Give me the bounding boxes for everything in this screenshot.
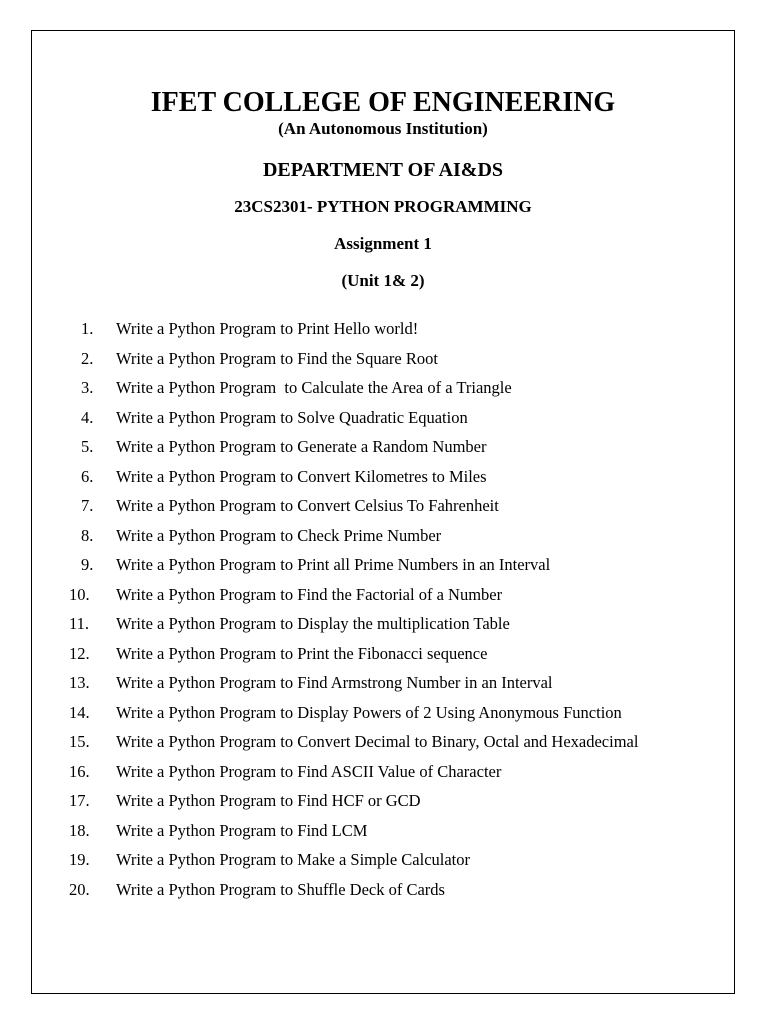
- question-item: [69, 727, 674, 757]
- question-text: Write a Python Program to Print Hello world!: [116, 319, 419, 338]
- question-text: Write a Python Program to Find the Square Root: [116, 348, 438, 368]
- question-item: [69, 816, 674, 846]
- question-number: 20.: [69, 879, 90, 899]
- question-item: [81, 462, 674, 492]
- question-number: 14.: [69, 702, 90, 722]
- unit-range: (Unit 1& 2): [341, 271, 425, 290]
- question-number: 1.: [81, 319, 94, 338]
- question-number: 11.: [69, 614, 90, 633]
- question-number: 3.: [81, 378, 94, 397]
- question-item: [81, 344, 674, 374]
- question-number: 13.: [69, 673, 90, 692]
- question-item: [81, 550, 674, 580]
- question-number: 16.: [69, 761, 90, 781]
- question-item: [69, 757, 674, 787]
- question-number: 12.: [69, 643, 90, 663]
- question-item: [69, 580, 674, 610]
- question-item: [69, 786, 674, 816]
- question-text: Write a Python Program to Check Prime Number: [116, 525, 442, 545]
- question-number: 10.: [69, 584, 90, 604]
- question-text: Write a Python Program to Calculate the Area of a Triangle: [116, 378, 512, 397]
- question-number: 15.: [69, 732, 90, 751]
- question-text: Write a Python Program to Find ASCII Value of Character: [116, 761, 502, 781]
- question-number: 17.: [69, 791, 90, 810]
- institution-subtitle: (An Autonomous Institution): [278, 119, 488, 138]
- question-item: [81, 521, 674, 551]
- question-text: Write a Python Program to Print the Fibonacci sequence: [116, 643, 488, 663]
- question-number: 2.: [81, 348, 94, 368]
- question-text: Write a Python Program to Convert Celsius To Fahrenheit: [116, 496, 499, 515]
- question-item: [81, 432, 674, 462]
- question-item: [69, 609, 674, 639]
- question-number: 4.: [81, 407, 94, 427]
- question-item: [81, 314, 674, 344]
- question-item: [81, 491, 674, 521]
- question-text: Write a Python Program to Print all Prime Numbers in an Interval: [116, 555, 551, 574]
- question-text: Write a Python Program to Convert Decimal to Binary, Octal and Hexadecimal: [116, 732, 639, 751]
- question-text: Write a Python Program to Convert Kilometres to Miles: [116, 466, 487, 486]
- question-item: [69, 875, 674, 905]
- question-text: Write a Python Program to Find LCM: [116, 820, 368, 840]
- question-item: [69, 639, 674, 669]
- course-title: 23CS2301- PYTHON PROGRAMMING: [234, 197, 532, 216]
- question-text: Write a Python Program to Make a Simple Calculator: [116, 850, 471, 869]
- college-name: IFET COLLEGE OF ENGINEERING: [150, 87, 616, 118]
- assignment-title: Assignment 1: [334, 234, 432, 253]
- question-number: 8.: [81, 525, 94, 545]
- question-text: Write a Python Program to Shuffle Deck of Cards: [116, 879, 445, 899]
- question-item: [69, 698, 674, 728]
- question-list: [69, 314, 674, 904]
- question-text: Write a Python Program to Find the Factorial of a Number: [116, 584, 503, 604]
- question-text: Write a Python Program to Find Armstrong Number in an Interval: [116, 673, 553, 692]
- question-text: Write a Python Program to Display Powers of 2 Using Anonymous Function: [116, 702, 622, 722]
- question-number: 19.: [69, 850, 90, 869]
- question-number: 6.: [81, 466, 94, 486]
- question-item: [69, 668, 674, 698]
- question-number: 9.: [81, 555, 94, 574]
- question-number: 7.: [81, 496, 94, 515]
- question-text: Write a Python Program to Generate a Random Number: [116, 437, 487, 456]
- department-title: DEPARTMENT OF AI&DS: [262, 159, 504, 181]
- question-text: Write a Python Program to Display the multiplication Table: [116, 614, 510, 633]
- question-text: Write a Python Program to Solve Quadratic Equation: [116, 407, 468, 427]
- question-item: [69, 845, 674, 875]
- question-number: 18.: [69, 820, 90, 840]
- question-item: [81, 403, 674, 433]
- question-number: 5.: [81, 437, 94, 456]
- question-item: [81, 373, 674, 403]
- question-text: Write a Python Program to Find HCF or GCD: [116, 791, 421, 810]
